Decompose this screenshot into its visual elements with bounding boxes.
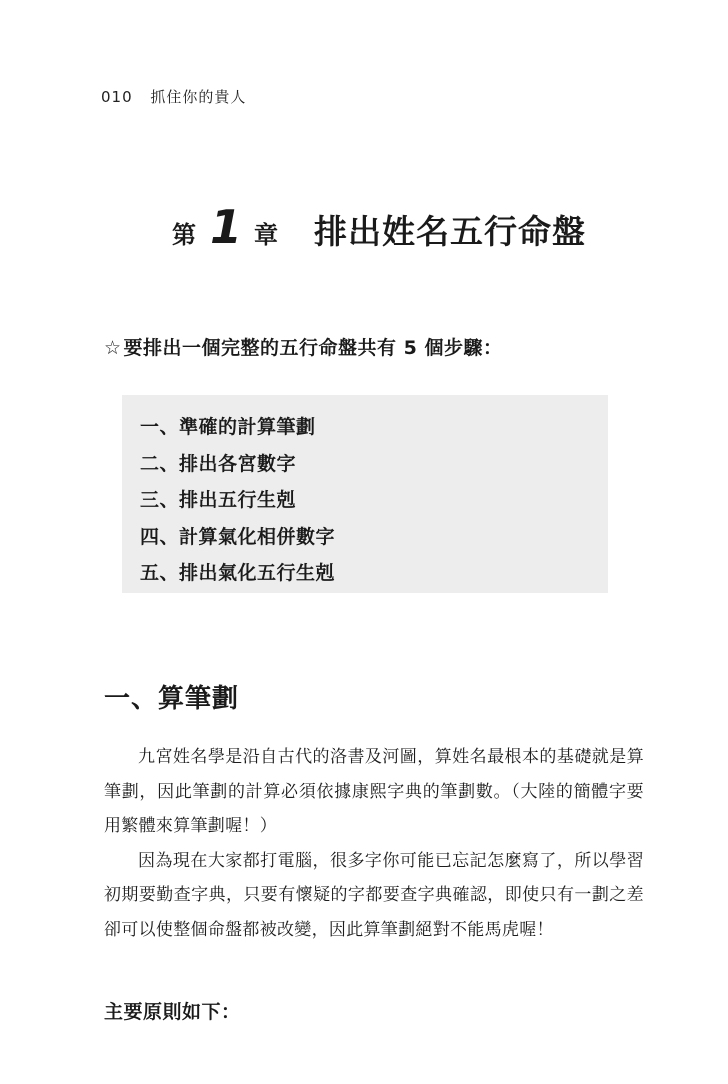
steps-list (140, 409, 335, 592)
principles-heading: 主要原則如下： (104, 1001, 241, 1023)
intro-line (104, 333, 503, 360)
book-title: 抓住你的貴人 (150, 88, 247, 106)
running-header (101, 86, 246, 107)
paragraph: 因為現在大家都打電腦，很多字你可能已忘記怎麼寫了，所以學習初期要勤查字典，只要有懷疑的字都要查字典確認，即使只有一劃之差卻可以使整個命盤都被改變，因此算筆劃絕對不能馬虎喔！ (104, 850, 644, 940)
star-icon: ☆ (104, 337, 122, 359)
step-item: 四、計算氣化相併數字 (140, 525, 336, 548)
intro-text: 要排出一個完整的五行命盤共有 5 個步驟： (123, 337, 503, 359)
steps-box (122, 395, 608, 593)
step-item: 三、排出五行生剋 (140, 489, 297, 511)
step-item: 二、排出各宮數字 (140, 452, 297, 475)
chapter-number: 1 (210, 200, 243, 254)
section-heading: 一、算筆劃 (104, 684, 240, 714)
step-item: 一、準確的計算筆劃 (140, 416, 316, 438)
chapter-prefix: 第 (172, 221, 196, 249)
page-number: 010 (101, 88, 133, 106)
step-item: 五、排出氣化五行生剋 (140, 562, 336, 584)
chapter-title: 排出姓名五行命盤 (314, 212, 587, 251)
chapter-heading (172, 200, 586, 260)
paragraph: 九宮姓名學是沿自古代的洛書及河圖，算姓名最根本的基礎就是算筆劃，因此筆劃的計算必須依據康熙字典的筆劃數。（大陸的簡體字要用繁體來算筆劃喔！） (104, 747, 644, 836)
section-body (104, 740, 644, 947)
chapter-suffix: 章 (254, 221, 279, 249)
